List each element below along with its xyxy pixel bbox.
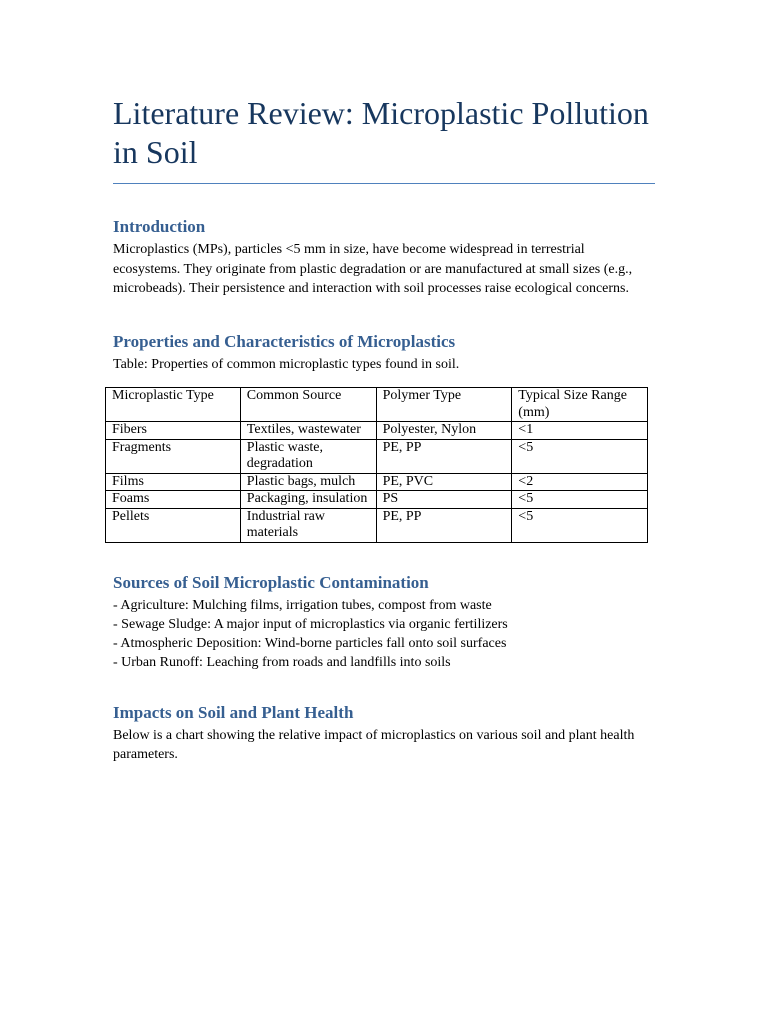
table-cell: PE, PVC (376, 473, 512, 491)
table-cell: Fragments (106, 439, 241, 473)
table-cell: PE, PP (376, 439, 512, 473)
properties-section (113, 332, 655, 543)
table-row (106, 508, 648, 542)
table-cell: <5 (512, 439, 648, 473)
introduction-text: Microplastics (MPs), particles <5 mm in size, have become widespread in terrestrial ecosystems. They originate from plastic degradation or are manufactured at small sizes (e.g., microbeads). Their persistence and interaction with soil processes raise ecological concerns. (113, 242, 633, 296)
title-divider (113, 183, 655, 184)
table-cell: Foams (106, 491, 241, 509)
properties-table (105, 387, 648, 543)
table-cell: Films (106, 473, 241, 491)
page-title: Literature Review: Microplastic Pollution in Soil (113, 95, 649, 170)
table-cell: PS (376, 491, 512, 509)
table-cell: Pellets (106, 508, 241, 542)
table-cell: PE, PP (376, 508, 512, 542)
impacts-text: Below is a chart showing the relative impact of microplastics on various soil and plant health parameters. (113, 727, 635, 762)
table-header-cell: Common Source (240, 388, 376, 422)
impacts-heading: Impacts on Soil and Plant Health (113, 702, 354, 722)
list-item: - Atmospheric Deposition: Wind-borne particles fall onto soil surfaces (113, 635, 507, 651)
sources-heading: Sources of Soil Microplastic Contamination (113, 572, 429, 592)
table-header-row (106, 388, 648, 422)
table-cell: Plastic waste, degradation (240, 439, 376, 473)
properties-heading: Properties and Characteristics of Microplastics (113, 331, 456, 351)
impacts-section (113, 703, 655, 765)
introduction-heading: Introduction (113, 217, 206, 236)
table-cell: Polyester, Nylon (376, 422, 512, 440)
sources-list (113, 596, 655, 672)
table-header-cell: Microplastic Type (106, 388, 241, 422)
table-caption: Table: Properties of common microplastic types found in soil. (113, 356, 460, 372)
sources-section (113, 573, 655, 672)
table-row (106, 439, 648, 473)
table-cell: <5 (512, 491, 648, 509)
table-cell: Plastic bags, mulch (240, 473, 376, 491)
document-page (113, 94, 655, 765)
introduction-section (113, 217, 655, 299)
table-cell: Fibers (106, 422, 241, 440)
table-cell: <5 (512, 508, 648, 542)
table-row (106, 491, 648, 509)
list-item: - Urban Runoff: Leaching from roads and landfills into soils (113, 654, 451, 670)
table-row (106, 473, 648, 491)
table-header-cell: Typical Size Range (mm) (512, 388, 648, 422)
list-item: - Agriculture: Mulching films, irrigation tubes, compost from waste (113, 597, 492, 613)
table-cell: Packaging, insulation (240, 491, 376, 509)
table-cell: <1 (512, 422, 648, 440)
list-item: - Sewage Sludge: A major input of microplastics via organic fertilizers (113, 616, 508, 632)
table-cell: Textiles, wastewater (240, 422, 376, 440)
table-cell: <2 (512, 473, 648, 491)
table-row (106, 422, 648, 440)
table-header-cell: Polymer Type (376, 388, 512, 422)
table-cell: Industrial raw materials (240, 508, 376, 542)
